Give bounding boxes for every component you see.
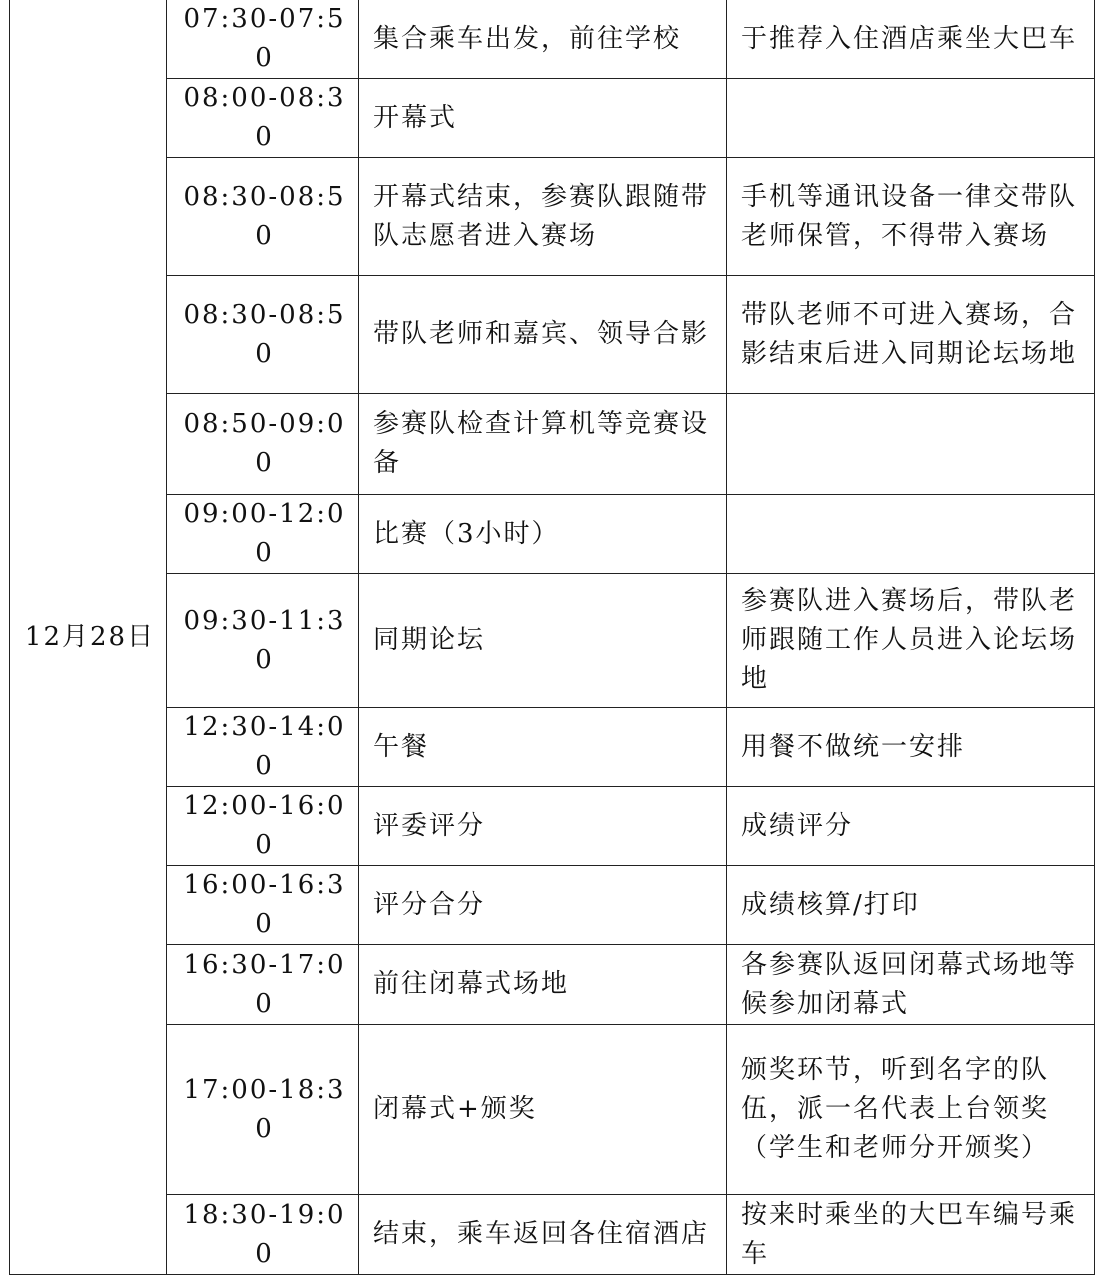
activity-cell: 评分合分 [359, 866, 727, 945]
activity-cell: 比赛（3小时） [359, 495, 727, 574]
table-row [10, 787, 1095, 866]
time-cell: 16:30-17:00 [167, 945, 359, 1025]
note-cell: 手机等通讯设备一律交带队老师保管，不得带入赛场 [727, 158, 1095, 276]
note-cell: 用餐不做统一安排 [727, 708, 1095, 787]
note-cell [727, 79, 1095, 158]
time-cell: 08:30-08:50 [167, 276, 359, 394]
activity-cell: 参赛队检查计算机等竞赛设备 [359, 394, 727, 495]
note-cell: 成绩评分 [727, 787, 1095, 866]
activity-cell: 闭幕式+颁奖 [359, 1025, 727, 1195]
note-cell: 于推荐入住酒店乘坐大巴车 [727, 0, 1095, 79]
table-row [10, 708, 1095, 787]
note-cell: 参赛队进入赛场后，带队老师跟随工作人员进入论坛场地 [727, 574, 1095, 708]
note-cell: 颁奖环节，听到名字的队伍，派一名代表上台领奖（学生和老师分开颁奖） [727, 1025, 1095, 1195]
table-row [10, 1025, 1095, 1195]
note-cell [727, 394, 1095, 495]
activity-cell: 同期论坛 [359, 574, 727, 708]
activity-cell: 开幕式结束，参赛队跟随带队志愿者进入赛场 [359, 158, 727, 276]
date-cell: 12月28日 [10, 0, 167, 1275]
time-cell: 08:30-08:50 [167, 158, 359, 276]
schedule-table [9, 0, 1095, 1275]
table-row [10, 866, 1095, 945]
activity-cell: 开幕式 [359, 79, 727, 158]
table-row [10, 394, 1095, 495]
activity-cell: 午餐 [359, 708, 727, 787]
table-row [10, 1195, 1095, 1275]
table-row [10, 79, 1095, 158]
table-row [10, 574, 1095, 708]
table-row [10, 495, 1095, 574]
time-cell: 08:50-09:00 [167, 394, 359, 495]
note-cell [727, 495, 1095, 574]
time-cell: 08:00-08:30 [167, 79, 359, 158]
activity-cell: 评委评分 [359, 787, 727, 866]
note-cell: 按来时乘坐的大巴车编号乘车 [727, 1195, 1095, 1275]
activity-cell: 集合乘车出发，前往学校 [359, 0, 727, 79]
activity-cell: 前往闭幕式场地 [359, 945, 727, 1025]
time-cell: 09:30-11:30 [167, 574, 359, 708]
activity-cell: 结束，乘车返回各住宿酒店 [359, 1195, 727, 1275]
table-row [10, 0, 1095, 79]
time-cell: 09:00-12:00 [167, 495, 359, 574]
time-cell: 12:00-16:00 [167, 787, 359, 866]
table-row [10, 158, 1095, 276]
time-cell: 16:00-16:30 [167, 866, 359, 945]
time-cell: 18:30-19:00 [167, 1195, 359, 1275]
note-cell: 带队老师不可进入赛场，合影结束后进入同期论坛场地 [727, 276, 1095, 394]
note-cell: 各参赛队返回闭幕式场地等候参加闭幕式 [727, 945, 1095, 1025]
table-row [10, 945, 1095, 1025]
time-cell: 17:00-18:30 [167, 1025, 359, 1195]
table-row [10, 276, 1095, 394]
note-cell: 成绩核算/打印 [727, 866, 1095, 945]
activity-cell: 带队老师和嘉宾、领导合影 [359, 276, 727, 394]
time-cell: 12:30-14:00 [167, 708, 359, 787]
time-cell: 07:30-07:50 [167, 0, 359, 79]
